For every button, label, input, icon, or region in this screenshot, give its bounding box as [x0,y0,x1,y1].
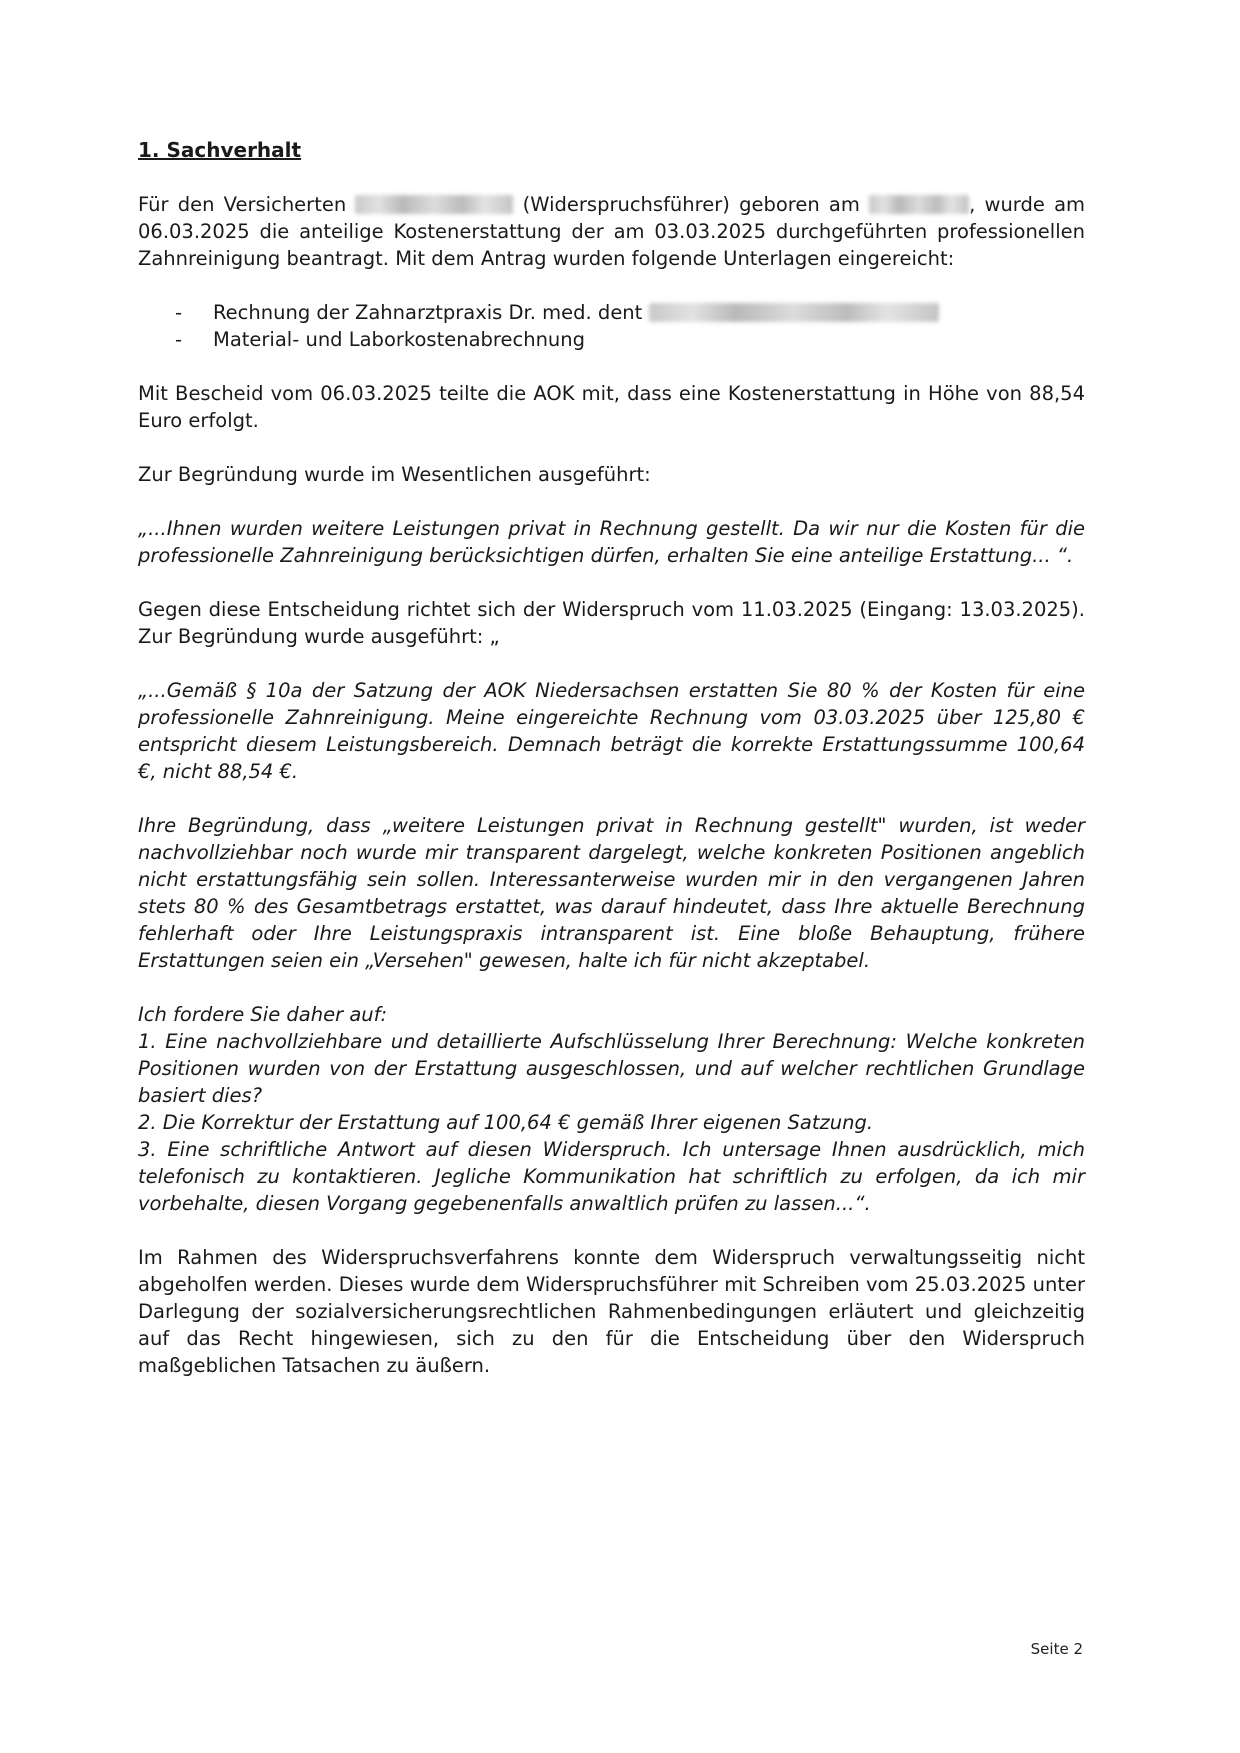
para1-after-dob: , [969,193,976,216]
documents-list [138,299,1085,353]
page-number: Seite 2 [1030,1640,1083,1658]
redacted-birth-date [869,195,969,214]
paragraph-decision: Mit Bescheid vom 06.03.2025 teilte die AOK mit, dass eine Kostenerstattung in Höhe von 88,54 Euro erfolgt. [138,382,1085,432]
redacted-dentist-name [649,303,939,322]
para1-before-name: Für den Versicherten [138,193,347,216]
quote-objection-part2: Ihre Begründung, dass „weitere Leistungen privat in Rechnung gestellt" wurden, ist weder nachvollziehbar noch wurde mir transparent dargelegt, welche konkreten Positionen angeblich nicht erstattungsfähig sein sollen. Interessanterweise wurden mir in den vergangenen Jahren stets 80 % des Gesamtbetrags erstattet, was darauf hindeutet, dass Ihre aktuelle Berechnung fehlerhaft oder Ihre Leistungspraxis intransparent ist. Eine bloße Behauptung, frühere Erstattungen seien ein „Versehen" gewesen, halte ich für nicht akzeptabel. [138,814,1085,972]
redacted-insured-name [355,195,513,214]
para1-rest: wurde am 06.03.2025 die anteilige Kostenerstattung der am 03.03.2025 durchgeführten professionellen Zahnreinigung beantragt. Mit dem Antrag wurden folgende Unterlagen eingereicht: [138,193,1086,270]
demand-item-1: 1. Eine nachvollziehbare und detaillierte Aufschlüsselung Ihrer Berechnung: Welche konkreten Positionen wurden von der Erstattung ausgeschlossen, und auf welcher rechtlichen Grundlage basiert dies? [138,1030,1085,1107]
quote-objection-demands [138,1001,1085,1217]
quote-objection-part1: „...Gemäß § 10a der Satzung der AOK Niedersachsen erstatten Sie 80 % der Kosten für eine professionelle Zahnreinigung. Meine eingereichte Rechnung vom 03.03.2025 über 125,80 € entspricht diesem Leistungsbereich. Demnach beträgt die korrekte Erstattungssumme 100,64 €, nicht 88,54 €. [138,679,1085,783]
paragraph-objection: Gegen diese Entscheidung richtet sich der Widerspruch vom 11.03.2025 (Eingang: 13.03.2025). Zur Begründung wurde ausgeführt: „ [138,598,1085,648]
list-item [138,326,1085,353]
list-item-material-costs: Material- und Laborkostenabrechnung [213,328,586,351]
para1-after-name: (Widerspruchsführer) geboren am [522,193,860,216]
list-dash: - [175,301,183,324]
document-body [138,137,1085,1406]
list-item-invoice: Rechnung der Zahnarztpraxis Dr. med. dent [213,301,643,324]
section-heading: 1. Sachverhalt [138,138,302,162]
quote-aok-reasoning: „...Ihnen wurden weitere Leistungen privat in Rechnung gestellt. Da wir nur die Kosten für die professionelle Zahnreinigung berücksichtigen dürfen, erhalten Sie eine anteilige Erstattung... “. [138,517,1085,567]
paragraph-procedure: Im Rahmen des Widerspruchsverfahrens konnte dem Widerspruch verwaltungsseitig nicht abgeholfen werden. Dieses wurde dem Widerspruchsführer mit Schreiben vom 25.03.2025 unter Darlegung der sozialversicherungsrechtlichen Rahmenbedingungen erläutert und gleichzeitig auf das Recht hingewiesen, sich zu den für die Entscheidung über den Widerspruch maßgeblichen Tatsachen zu äußern. [138,1246,1085,1377]
demands-intro: Ich fordere Sie daher auf: [138,1003,388,1026]
list-dash: - [175,328,183,351]
demand-item-3: 3. Eine schriftliche Antwort auf diesen Widerspruch. Ich untersage Ihnen ausdrücklich, mich telefonisch zu kontaktieren. Jegliche Kommunikation hat schriftlich zu erfolgen, da ich mir vorbehalte, diesen Vorgang gegebenenfalls anwaltlich prüfen zu lassen...“. [138,1138,1085,1215]
list-item [138,299,1085,326]
paragraph-facts [138,191,1085,272]
paragraph-reasoning-intro: Zur Begründung wurde im Wesentlichen ausgeführt: [138,463,651,486]
demand-item-2: 2. Die Korrektur der Erstattung auf 100,64 € gemäß Ihrer eigenen Satzung. [138,1111,874,1134]
